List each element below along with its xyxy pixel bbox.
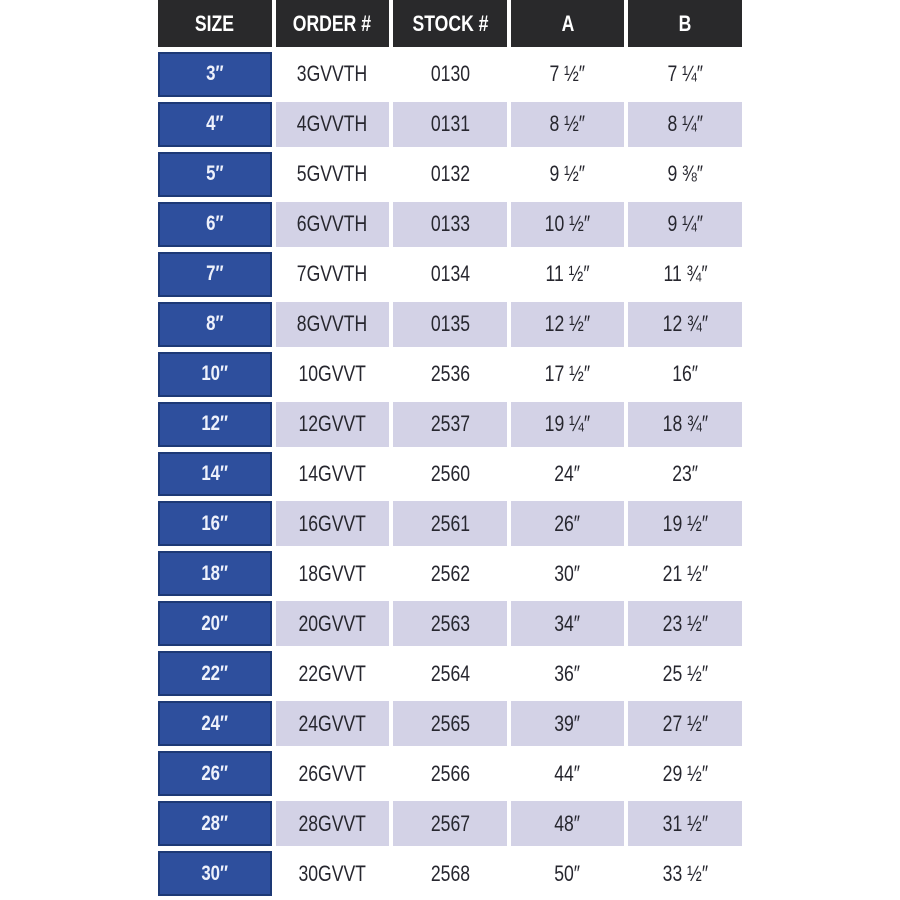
dimension-a-cell [511, 501, 625, 546]
dimension-b-value: 11 ¾″ [663, 261, 708, 287]
stock-number-value: 2568 [430, 860, 470, 886]
column-header-stock-label: STOCK # [412, 10, 488, 36]
order-number-cell [276, 801, 390, 846]
dimension-a-cell [511, 801, 625, 846]
order-number-value: 5GVVTH [297, 161, 368, 187]
dimension-a-cell [511, 452, 625, 497]
dimension-b-value: 29 ½″ [662, 760, 708, 786]
dimension-a-value: 9 ½″ [549, 161, 586, 187]
order-number-value: 10GVVT [298, 361, 367, 387]
order-number-cell [276, 252, 390, 297]
order-number-value: 28GVVT [298, 810, 367, 836]
dimension-b-cell [628, 102, 742, 147]
order-number-value: 22GVVT [298, 660, 367, 686]
dimension-b-cell [628, 851, 742, 896]
size-spec-table [158, 0, 742, 896]
dimension-b-value: 19 ½″ [662, 510, 708, 536]
size-cell [158, 252, 272, 297]
dimension-b-cell [628, 52, 742, 97]
dimension-a-cell [511, 601, 625, 646]
dimension-a-value: 19 ¼″ [544, 411, 591, 437]
dimension-b-cell [628, 701, 742, 746]
stock-number-cell [393, 801, 507, 846]
stock-number-cell [393, 252, 507, 297]
dimension-b-cell [628, 152, 742, 197]
dimension-b-value: 18 ¾″ [662, 411, 708, 437]
size-cell [158, 452, 272, 497]
dimension-b-value: 33 ½″ [662, 860, 708, 886]
dimension-b-cell [628, 302, 742, 347]
dimension-a-cell [511, 52, 625, 97]
order-number-value: 4GVVTH [297, 111, 368, 137]
dimension-a-cell [511, 751, 625, 796]
stock-number-value: 0132 [430, 161, 470, 187]
order-number-value: 14GVVT [298, 460, 367, 486]
stock-number-cell [393, 52, 507, 97]
stock-number-cell [393, 851, 507, 896]
stock-number-value: 0133 [430, 211, 470, 237]
stock-number-cell [393, 152, 507, 197]
dimension-b-value: 9 ⅜″ [667, 161, 703, 187]
stock-number-cell [393, 751, 507, 796]
dimension-b-value: 23 ½″ [662, 610, 708, 636]
size-cell [158, 601, 272, 646]
order-number-cell [276, 152, 390, 197]
column-header-stock [393, 0, 507, 47]
order-number-cell [276, 452, 390, 497]
stock-number-value: 0131 [430, 111, 470, 137]
dimension-a-value: 12 ½″ [544, 311, 591, 337]
dimension-b-value: 16″ [672, 361, 699, 387]
size-value: 28″ [201, 811, 229, 835]
dimension-b-cell [628, 252, 742, 297]
stock-number-value: 2562 [430, 560, 470, 586]
dimension-b-cell [628, 651, 742, 696]
order-number-cell [276, 202, 390, 247]
size-value: 4″ [206, 112, 224, 136]
order-number-cell [276, 501, 390, 546]
stock-number-cell [393, 102, 507, 147]
dimension-a-value: 44″ [554, 760, 581, 786]
stock-number-value: 2564 [430, 660, 470, 686]
dimension-a-cell [511, 352, 625, 397]
dimension-b-value: 12 ¾″ [662, 311, 708, 337]
dimension-b-cell [628, 751, 742, 796]
size-cell [158, 102, 272, 147]
dimension-b-cell [628, 551, 742, 596]
order-number-value: 16GVVT [298, 510, 367, 536]
dimension-b-value: 21 ½″ [662, 560, 708, 586]
size-value: 18″ [201, 561, 229, 585]
dimension-a-value: 48″ [554, 810, 581, 836]
stock-number-cell [393, 202, 507, 247]
order-number-cell [276, 102, 390, 147]
stock-number-cell [393, 402, 507, 447]
dimension-a-cell [511, 651, 625, 696]
dimension-a-value: 8 ½″ [549, 111, 586, 137]
stock-number-value: 2565 [430, 710, 470, 736]
size-value: 14″ [201, 461, 229, 485]
column-header-b-label: B [678, 10, 692, 36]
size-cell [158, 402, 272, 447]
dimension-b-cell [628, 352, 742, 397]
order-number-value: 6GVVTH [297, 211, 368, 237]
size-value: 24″ [201, 711, 229, 735]
order-number-cell [276, 302, 390, 347]
size-value: 30″ [201, 861, 229, 885]
dimension-a-value: 30″ [554, 560, 581, 586]
size-cell [158, 801, 272, 846]
dimension-a-cell [511, 102, 625, 147]
stock-number-value: 0130 [430, 61, 470, 87]
dimension-a-cell [511, 202, 625, 247]
dimension-b-cell [628, 801, 742, 846]
size-cell [158, 701, 272, 746]
order-number-value: 26GVVT [298, 760, 367, 786]
order-number-value: 30GVVT [298, 860, 367, 886]
stock-number-value: 2567 [430, 810, 470, 836]
dimension-b-cell [628, 452, 742, 497]
stock-number-value: 0135 [430, 311, 470, 337]
dimension-a-cell [511, 851, 625, 896]
order-number-cell [276, 352, 390, 397]
dimension-a-cell [511, 252, 625, 297]
column-header-order [276, 0, 390, 47]
dimension-a-value: 39″ [554, 710, 581, 736]
dimension-b-value: 7 ¼″ [667, 61, 703, 87]
size-value: 12″ [201, 412, 229, 436]
size-cell [158, 302, 272, 347]
dimension-b-cell [628, 601, 742, 646]
stock-number-cell [393, 651, 507, 696]
size-cell [158, 751, 272, 796]
size-cell [158, 651, 272, 696]
stock-number-value: 2563 [430, 610, 470, 636]
size-cell [158, 152, 272, 197]
stock-number-cell [393, 701, 507, 746]
dimension-b-cell [628, 202, 742, 247]
size-cell [158, 551, 272, 596]
stock-number-value: 2560 [430, 460, 470, 486]
size-value: 20″ [201, 611, 229, 635]
size-value: 16″ [201, 511, 229, 535]
stock-number-value: 2537 [430, 411, 470, 437]
order-number-cell [276, 751, 390, 796]
dimension-b-cell [628, 402, 742, 447]
order-number-cell [276, 601, 390, 646]
stock-number-cell [393, 551, 507, 596]
size-value: 22″ [201, 661, 229, 685]
column-header-b [628, 0, 742, 47]
dimension-b-value: 8 ¼″ [667, 111, 703, 137]
stock-number-cell [393, 452, 507, 497]
size-value: 5″ [206, 162, 224, 186]
dimension-b-value: 9 ¼″ [667, 211, 703, 237]
size-value: 8″ [206, 312, 224, 336]
dimension-a-value: 36″ [554, 660, 581, 686]
stock-number-value: 2536 [430, 361, 470, 387]
dimension-a-value: 24″ [554, 460, 581, 486]
size-cell [158, 501, 272, 546]
size-value: 7″ [206, 262, 224, 286]
order-number-cell [276, 52, 390, 97]
size-cell [158, 52, 272, 97]
stock-number-value: 2566 [430, 760, 470, 786]
dimension-b-cell [628, 501, 742, 546]
size-cell [158, 202, 272, 247]
size-value: 10″ [201, 362, 229, 386]
order-number-value: 18GVVT [298, 560, 367, 586]
dimension-b-value: 27 ½″ [662, 710, 708, 736]
stock-number-cell [393, 601, 507, 646]
column-header-a-label: A [561, 10, 574, 36]
dimension-a-cell [511, 701, 625, 746]
dimension-a-value: 50″ [554, 860, 581, 886]
dimension-a-cell [511, 402, 625, 447]
dimension-a-value: 11 ½″ [545, 261, 590, 287]
dimension-b-value: 31 ½″ [662, 810, 708, 836]
column-header-size-label: SIZE [195, 10, 235, 36]
dimension-b-value: 23″ [672, 460, 699, 486]
column-header-order-label: ORDER # [293, 10, 372, 36]
order-number-value: 3GVVTH [297, 61, 368, 87]
dimension-a-value: 26″ [554, 510, 581, 536]
order-number-cell [276, 701, 390, 746]
order-number-cell [276, 851, 390, 896]
dimension-a-cell [511, 302, 625, 347]
order-number-value: 7GVVTH [297, 261, 368, 287]
size-cell [158, 352, 272, 397]
order-number-value: 8GVVTH [297, 311, 368, 337]
dimension-a-value: 7 ½″ [549, 61, 586, 87]
order-number-value: 24GVVT [298, 710, 367, 736]
stock-number-cell [393, 302, 507, 347]
size-cell [158, 851, 272, 896]
dimension-a-value: 10 ½″ [544, 211, 591, 237]
dimension-a-cell [511, 551, 625, 596]
size-value: 6″ [206, 212, 224, 236]
order-number-cell [276, 402, 390, 447]
column-header-size [158, 0, 272, 47]
dimension-a-cell [511, 152, 625, 197]
dimension-b-value: 25 ½″ [662, 660, 708, 686]
order-number-value: 20GVVT [298, 610, 367, 636]
stock-number-cell [393, 352, 507, 397]
dimension-a-value: 17 ½″ [544, 361, 591, 387]
stock-number-cell [393, 501, 507, 546]
dimension-a-value: 34″ [554, 610, 581, 636]
order-number-value: 12GVVT [298, 411, 367, 437]
size-value: 3″ [206, 62, 224, 86]
stock-number-value: 2561 [430, 510, 470, 536]
column-header-a [511, 0, 625, 47]
order-number-cell [276, 651, 390, 696]
order-number-cell [276, 551, 390, 596]
stock-number-value: 0134 [430, 261, 470, 287]
size-value: 26″ [201, 761, 229, 785]
